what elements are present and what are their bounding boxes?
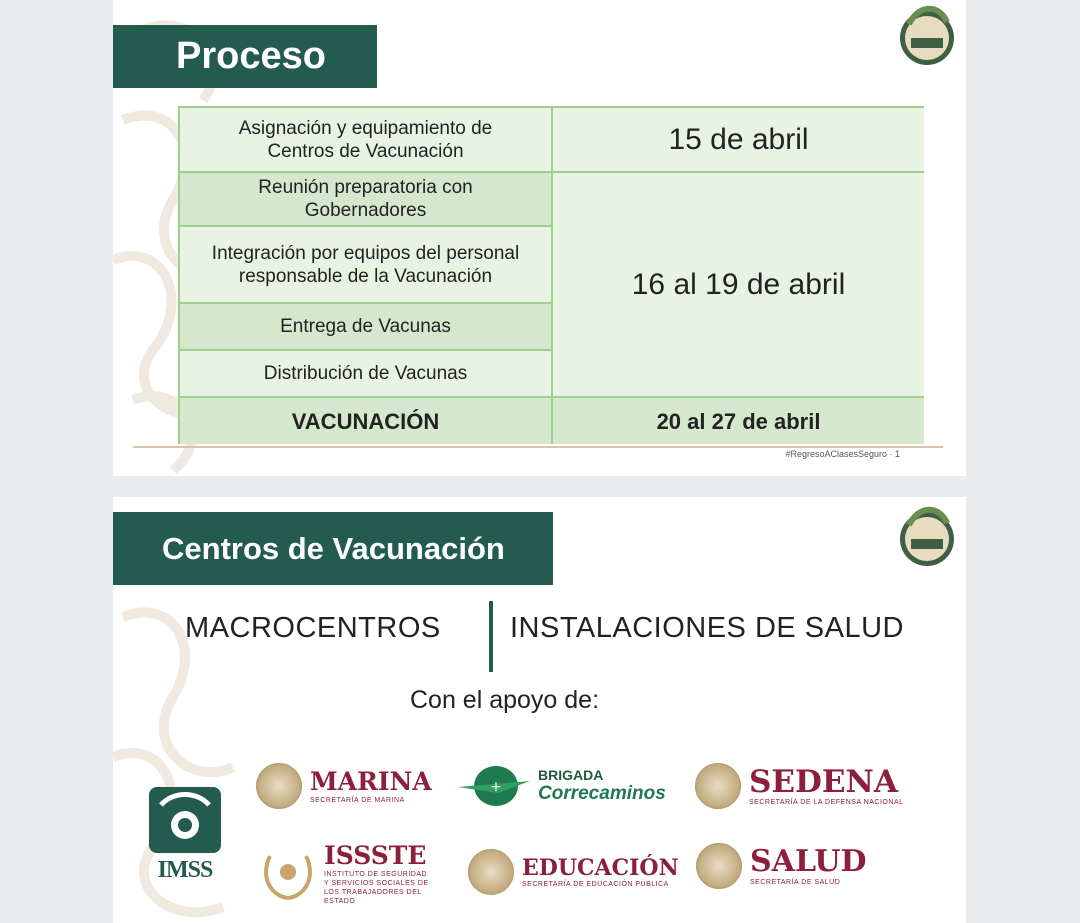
- sedena-name: SEDENA: [749, 763, 898, 800]
- national-seal-icon: [468, 849, 514, 895]
- date-cell: [553, 173, 924, 398]
- page-title: Proceso: [113, 25, 377, 88]
- divider-line: [133, 446, 943, 448]
- table-row: [180, 227, 553, 304]
- educacion-logo: [468, 849, 679, 895]
- sedena-logo: [695, 763, 903, 809]
- support-label: Con el apoyo de:: [410, 686, 600, 714]
- salud-logo: [696, 843, 867, 889]
- table-row: [180, 173, 553, 227]
- educacion-sub: SECRETARÍA DE EDUCACIÓN PÚBLICA: [522, 880, 669, 888]
- task-label: Reunión preparatoria con Gobernadores: [258, 177, 473, 221]
- brigada-name: BRIGADA: [538, 767, 604, 783]
- salud-sub: SECRETARÍA DE SALUD: [750, 878, 841, 886]
- table-row: [180, 351, 553, 398]
- date-cell: [553, 108, 924, 173]
- process-table: [178, 106, 924, 444]
- table-row: [180, 108, 553, 173]
- marina-name: MARINA: [310, 766, 432, 796]
- brigada-logo: [458, 763, 666, 809]
- educacion-name: EDUCACIÓN: [522, 854, 679, 881]
- date-label: 15 de abril: [668, 123, 809, 156]
- imss-logo: [143, 785, 227, 889]
- issste-logo: [260, 842, 434, 906]
- national-seal-icon: [696, 843, 742, 889]
- instalaciones-heading: INSTALACIONES DE SALUD: [510, 612, 905, 644]
- issste-sub: INSTITUTO DE SEGURIDAD Y SERVICIOS SOCIALES DE LOS TRABAJADORES DEL ESTADO: [324, 871, 429, 905]
- issste-name: ISSSTE: [324, 841, 427, 870]
- date-cell: [553, 398, 924, 444]
- brigada-bird-icon: [458, 763, 530, 809]
- macrocentros-heading: MACROCENTROS: [185, 612, 441, 644]
- slide-centros: [113, 497, 966, 923]
- table-row: [180, 398, 553, 444]
- date-label: 16 al 19 de abril: [631, 268, 846, 301]
- slide-proceso: [113, 0, 966, 476]
- national-seal-icon: [256, 763, 302, 809]
- table-row: [180, 304, 553, 351]
- imss-label: IMSS: [157, 857, 213, 883]
- marina-logo: [256, 763, 432, 809]
- task-label: Distribución de Vacunas: [263, 363, 468, 384]
- issste-hands-icon: [260, 846, 316, 902]
- imss-eagle-icon: [147, 785, 223, 855]
- brigada-sub: Correcaminos: [538, 783, 666, 804]
- task-label: Entrega de Vacunas: [280, 316, 451, 337]
- heading-divider: [489, 601, 493, 672]
- svg-text:+: +: [490, 779, 502, 795]
- marina-sub: SECRETARÍA DE MARINA: [310, 796, 405, 804]
- mexico-2021-emblem-icon: [899, 4, 955, 68]
- national-seal-icon: [695, 763, 741, 809]
- hashtag-footer: #RegresoAClasesSeguro · 1: [785, 449, 900, 459]
- task-label: VACUNACIÓN: [291, 408, 440, 434]
- date-label: 20 al 27 de abril: [656, 408, 821, 434]
- salud-name: SALUD: [750, 843, 867, 879]
- mexico-2021-emblem-icon: [899, 505, 955, 569]
- page-title: Centros de Vacunación: [113, 512, 553, 585]
- task-label: Integración por equipos del personal responsable de la Vacunación: [211, 242, 520, 287]
- sedena-sub: SECRETARÍA DE LA DEFENSA NACIONAL: [749, 798, 904, 806]
- task-label: Asignación y equipamiento de Centros de Vacunación: [238, 117, 493, 162]
